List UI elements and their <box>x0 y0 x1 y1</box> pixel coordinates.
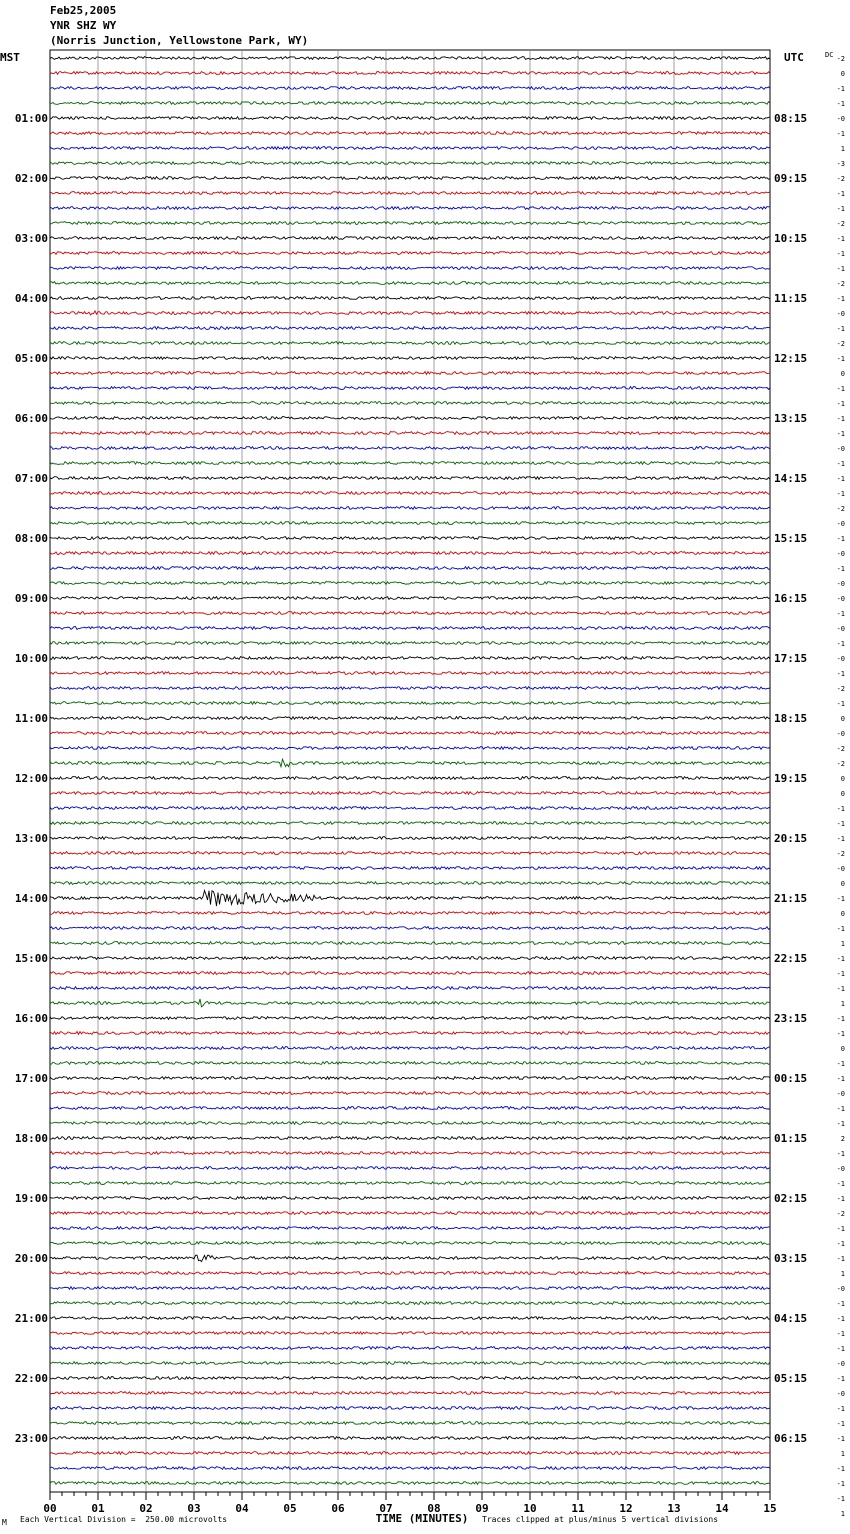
station-label: YNR SHZ WY <box>50 19 117 32</box>
dc-offset-label: 0 <box>840 790 845 798</box>
right-hour-label: 23:15 <box>774 1012 808 1025</box>
trace-18 <box>50 327 770 330</box>
left-hour-label: 16:00 <box>14 1012 48 1025</box>
trace-25 <box>50 432 770 435</box>
trace-57 <box>50 912 770 915</box>
trace-51 <box>50 822 770 825</box>
dc-offset-label: -0 <box>836 310 845 318</box>
trace-81 <box>50 1272 770 1275</box>
dc-offset-label: -2 <box>836 340 845 348</box>
trace-91 <box>50 1422 770 1425</box>
dc-label: DC <box>825 51 834 59</box>
left-hour-label: 12:00 <box>14 772 48 785</box>
trace-54 <box>50 867 770 870</box>
trace-42 <box>50 687 770 690</box>
dc-offset-label: -2 <box>836 745 845 753</box>
x-tick-label: 03 <box>187 1502 201 1515</box>
dc-offset-label: -1 <box>836 640 845 648</box>
trace-76 <box>50 1197 770 1200</box>
dc-offset-label: 0 <box>840 910 845 918</box>
trace-9 <box>50 192 770 195</box>
trace-3 <box>50 102 770 105</box>
trace-8 <box>50 177 770 180</box>
dc-offset-label: 2 <box>840 1135 845 1143</box>
trace-19 <box>50 342 770 345</box>
trace-32 <box>50 537 770 540</box>
trace-28 <box>50 477 770 480</box>
trace-1 <box>50 72 770 75</box>
trace-75 <box>50 1182 770 1185</box>
left-hour-label: 14:00 <box>14 892 48 905</box>
trace-41 <box>50 672 770 675</box>
trace-12 <box>50 237 770 240</box>
trace-85 <box>50 1332 770 1335</box>
trace-48 <box>50 777 770 780</box>
trace-69 <box>50 1092 770 1095</box>
trace-79 <box>50 1242 770 1245</box>
dc-offset-label: -1 <box>836 325 845 333</box>
right-hour-label: 02:15 <box>774 1192 808 1205</box>
dc-offset-label: -1 <box>836 1255 845 1263</box>
right-hour-label: 00:15 <box>774 1072 808 1085</box>
trace-5 <box>50 132 770 135</box>
trace-38 <box>50 627 770 630</box>
dc-offset-label: -1 <box>836 1240 845 1248</box>
trace-2 <box>50 87 770 90</box>
dc-offset-label: -1 <box>836 475 845 483</box>
right-hour-label: 17:15 <box>774 652 808 665</box>
dc-offset-label: 0 <box>840 715 845 723</box>
trace-23 <box>50 402 770 405</box>
x-tick-label: 08 <box>427 1502 441 1515</box>
trace-40 <box>50 657 770 660</box>
dc-offset-label: -0 <box>836 1090 845 1098</box>
dc-offset-label: -1 <box>836 250 845 258</box>
dc-offset-label: -1 <box>836 535 845 543</box>
left-hour-label: 17:00 <box>14 1072 48 1085</box>
dc-offset-label: 0 <box>840 880 845 888</box>
dc-offset-label: -2 <box>836 1210 845 1218</box>
dc-offset-label: -1 <box>836 1315 845 1323</box>
right-hour-label: 14:15 <box>774 472 808 485</box>
dc-offset-label: -1 <box>836 1120 845 1128</box>
trace-92 <box>50 1437 770 1440</box>
dc-offset-label: -0 <box>836 625 845 633</box>
dc-offset-label: 1 <box>840 1270 845 1278</box>
dc-offset-label: -1 <box>836 295 845 303</box>
dc-offset-label: 1 <box>840 145 845 153</box>
trace-21 <box>50 372 770 375</box>
dc-offset-label: -1 <box>836 1300 845 1308</box>
left-hour-label: 07:00 <box>14 472 48 485</box>
dc-offset-label: 0 <box>840 370 845 378</box>
dc-offset-label: -1 <box>836 1330 845 1338</box>
trace-71 <box>50 1122 770 1125</box>
dc-offset-label: 1 <box>840 940 845 948</box>
trace-59 <box>50 942 770 945</box>
trace-14 <box>50 267 770 270</box>
dc-offset-label: -1 <box>836 190 845 198</box>
trace-61 <box>50 972 770 975</box>
dc-offset-label: -1 <box>836 460 845 468</box>
left-hour-label: 21:00 <box>14 1312 48 1325</box>
dc-offset-label: -1 <box>836 265 845 273</box>
trace-80 <box>50 1255 770 1261</box>
trace-77 <box>50 1212 770 1215</box>
right-hour-label: 16:15 <box>774 592 808 605</box>
trace-13 <box>50 252 770 255</box>
left-hour-label: 06:00 <box>14 412 48 425</box>
dc-offset-label: -1 <box>836 1465 845 1473</box>
x-tick-label: 13 <box>667 1502 681 1515</box>
dc-offset-label: -2 <box>836 505 845 513</box>
scale-note: Each Vertical Division = 250.00 microvolts <box>20 1515 228 1524</box>
dc-offset-label: -1 <box>836 1480 845 1488</box>
x-tick-label: 14 <box>715 1502 729 1515</box>
trace-33 <box>50 552 770 555</box>
dc-offset-label: -1 <box>836 1405 845 1413</box>
location-label: (Norris Junction, Yellowstone Park, WY) <box>50 34 309 47</box>
x-axis-label: TIME (MINUTES) <box>375 1512 469 1525</box>
left-hour-label: 20:00 <box>14 1252 48 1265</box>
dc-offset-label: -0 <box>836 520 845 528</box>
trace-89 <box>50 1392 770 1395</box>
trace-37 <box>50 612 770 615</box>
left-hour-label: 03:00 <box>14 232 48 245</box>
dc-offset-label: -0 <box>836 115 845 123</box>
dc-offset-label: 1 <box>840 1450 845 1458</box>
dc-offset-label: -0 <box>836 1285 845 1293</box>
x-tick-label: 10 <box>523 1502 537 1515</box>
dc-offset-label: -1 <box>836 700 845 708</box>
dc-offset-label: -1 <box>836 235 845 243</box>
trace-6 <box>50 147 770 150</box>
dc-offset-label: -1 <box>836 1420 845 1428</box>
dc-offset-label: -3 <box>836 160 845 168</box>
trace-36 <box>50 597 770 600</box>
trace-39 <box>50 642 770 645</box>
trace-50 <box>50 807 770 810</box>
trace-78 <box>50 1227 770 1230</box>
trace-16 <box>50 297 770 300</box>
trace-35 <box>50 582 770 585</box>
dc-offset-label: -1 <box>836 205 845 213</box>
left-hour-label: 01:00 <box>14 112 48 125</box>
dc-offset-label: -0 <box>836 730 845 738</box>
dc-offset-label: 1 <box>840 1000 845 1008</box>
trace-82 <box>50 1287 770 1290</box>
trace-55 <box>50 882 770 885</box>
left-hour-label: 22:00 <box>14 1372 48 1385</box>
right-hour-label: 12:15 <box>774 352 808 365</box>
dc-offset-label: -1 <box>836 565 845 573</box>
dc-offset-label: -1 <box>836 1150 845 1158</box>
corner-mark: M <box>2 1518 7 1527</box>
trace-52 <box>50 837 770 840</box>
dc-offset-label: -1 <box>836 85 845 93</box>
trace-88 <box>50 1377 770 1380</box>
right-timezone-label: UTC <box>784 51 804 64</box>
dc-offset-label: -1 <box>836 955 845 963</box>
trace-93 <box>50 1452 770 1455</box>
dc-offset-label: -0 <box>836 1360 845 1368</box>
x-tick-label: 01 <box>91 1502 105 1515</box>
trace-0 <box>50 57 770 60</box>
trace-90 <box>50 1407 770 1410</box>
left-timezone-label: MST <box>0 51 20 64</box>
dc-offset-label: 1 <box>840 1510 845 1518</box>
dc-offset-label: -1 <box>836 1375 845 1383</box>
dc-offset-label: -1 <box>836 835 845 843</box>
right-hour-label: 11:15 <box>774 292 808 305</box>
dc-offset-label: -1 <box>836 1195 845 1203</box>
trace-10 <box>50 207 770 210</box>
x-tick-label: 09 <box>475 1502 489 1515</box>
x-tick-label: 11 <box>571 1502 585 1515</box>
trace-4 <box>50 117 770 120</box>
trace-65 <box>50 1032 770 1035</box>
dc-offset-label: -0 <box>836 445 845 453</box>
right-hour-label: 10:15 <box>774 232 808 245</box>
right-hour-label: 09:15 <box>774 172 808 185</box>
trace-72 <box>50 1137 770 1140</box>
right-hour-label: 19:15 <box>774 772 808 785</box>
dc-offset-label: 0 <box>840 70 845 78</box>
dc-offset-label: -0 <box>836 550 845 558</box>
trace-17 <box>50 311 770 315</box>
right-hour-label: 01:15 <box>774 1132 808 1145</box>
dc-offset-label: -2 <box>836 850 845 858</box>
dc-offset-label: -1 <box>836 400 845 408</box>
trace-20 <box>50 357 770 360</box>
right-hour-label: 13:15 <box>774 412 808 425</box>
dc-offset-label: -1 <box>836 1180 845 1188</box>
trace-70 <box>50 1107 770 1110</box>
dc-offset-label: -1 <box>836 1495 845 1503</box>
trace-63 <box>50 999 770 1007</box>
dc-offset-label: -0 <box>836 655 845 663</box>
trace-31 <box>50 522 770 525</box>
dc-offset-label: -2 <box>836 220 845 228</box>
dc-offset-label: -1 <box>836 1030 845 1038</box>
trace-30 <box>50 507 770 510</box>
dc-offset-label: -2 <box>836 280 845 288</box>
right-hour-label: 18:15 <box>774 712 808 725</box>
trace-86 <box>50 1347 770 1350</box>
trace-60 <box>50 957 770 960</box>
trace-74 <box>50 1167 770 1170</box>
dc-offset-label: -1 <box>836 415 845 423</box>
trace-64 <box>50 1017 770 1020</box>
right-hour-label: 06:15 <box>774 1432 808 1445</box>
trace-22 <box>50 387 770 390</box>
x-tick-label: 05 <box>283 1502 297 1515</box>
right-hour-label: 21:15 <box>774 892 808 905</box>
trace-29 <box>50 492 770 495</box>
trace-62 <box>50 987 770 990</box>
dc-offset-label: -1 <box>836 670 845 678</box>
dc-offset-label: 0 <box>840 775 845 783</box>
left-hour-label: 04:00 <box>14 292 48 305</box>
trace-11 <box>50 222 770 225</box>
dc-offset-label: -0 <box>836 1390 845 1398</box>
trace-58 <box>50 927 770 930</box>
left-hour-label: 19:00 <box>14 1192 48 1205</box>
dc-offset-label: -0 <box>836 580 845 588</box>
dc-offset-label: -1 <box>836 430 845 438</box>
dc-offset-label: -1 <box>836 1075 845 1083</box>
dc-offset-label: -2 <box>836 760 845 768</box>
x-tick-label: 02 <box>139 1502 153 1515</box>
dc-offset-label: -0 <box>836 595 845 603</box>
dc-offset-label: -1 <box>836 1015 845 1023</box>
left-hour-label: 18:00 <box>14 1132 48 1145</box>
trace-84 <box>50 1317 770 1320</box>
dc-offset-label: -1 <box>836 1105 845 1113</box>
trace-24 <box>50 417 770 420</box>
trace-15 <box>50 282 770 285</box>
dc-offset-label: 0 <box>840 1045 845 1053</box>
right-hour-label: 22:15 <box>774 952 808 965</box>
trace-67 <box>50 1062 770 1065</box>
dc-offset-label: -1 <box>836 490 845 498</box>
right-hour-label: 15:15 <box>774 532 808 545</box>
x-tick-label: 12 <box>619 1502 633 1515</box>
right-hour-label: 08:15 <box>774 112 808 125</box>
left-hour-label: 23:00 <box>14 1432 48 1445</box>
right-hour-label: 20:15 <box>774 832 808 845</box>
left-hour-label: 10:00 <box>14 652 48 665</box>
trace-43 <box>50 702 770 705</box>
dc-offset-label: -0 <box>836 865 845 873</box>
trace-95 <box>50 1482 770 1485</box>
left-hour-label: 08:00 <box>14 532 48 545</box>
trace-94 <box>50 1467 770 1470</box>
trace-7 <box>50 162 770 165</box>
date-label: Feb25,2005 <box>50 4 117 17</box>
trace-46 <box>50 747 770 750</box>
x-tick-label: 15 <box>763 1502 777 1515</box>
trace-49 <box>50 792 770 795</box>
dc-offset-label: -2 <box>836 175 845 183</box>
trace-66 <box>50 1047 770 1050</box>
left-hour-label: 05:00 <box>14 352 48 365</box>
dc-offset-label: -1 <box>836 805 845 813</box>
trace-56 <box>50 890 770 906</box>
x-tick-label: 00 <box>43 1502 57 1515</box>
left-hour-label: 09:00 <box>14 592 48 605</box>
left-hour-label: 11:00 <box>14 712 48 725</box>
dc-offset-label: -1 <box>836 1060 845 1068</box>
trace-53 <box>50 852 770 855</box>
trace-87 <box>50 1362 770 1365</box>
dc-offset-label: -0 <box>836 1165 845 1173</box>
trace-45 <box>50 732 770 735</box>
trace-73 <box>50 1152 770 1155</box>
dc-offset-label: -1 <box>836 895 845 903</box>
dc-offset-label: -1 <box>836 820 845 828</box>
dc-offset-label: -2 <box>836 55 845 63</box>
clip-note: Traces clipped at plus/minus 5 vertical divisions <box>482 1515 719 1524</box>
trace-44 <box>50 717 770 720</box>
left-hour-label: 02:00 <box>14 172 48 185</box>
x-tick-label: 07 <box>379 1502 393 1515</box>
trace-68 <box>50 1077 770 1080</box>
x-tick-label: 04 <box>235 1502 249 1515</box>
trace-83 <box>50 1302 770 1305</box>
trace-26 <box>50 447 770 450</box>
dc-offset-label: -1 <box>836 985 845 993</box>
dc-offset-label: -1 <box>836 355 845 363</box>
trace-47 <box>50 759 770 767</box>
right-hour-label: 03:15 <box>774 1252 808 1265</box>
left-hour-label: 15:00 <box>14 952 48 965</box>
left-hour-label: 13:00 <box>14 832 48 845</box>
x-tick-label: 06 <box>331 1502 345 1515</box>
trace-27 <box>50 462 770 465</box>
trace-34 <box>50 567 770 570</box>
dc-offset-label: -1 <box>836 1435 845 1443</box>
dc-offset-label: -1 <box>836 130 845 138</box>
dc-offset-label: -1 <box>836 385 845 393</box>
right-hour-label: 04:15 <box>774 1312 808 1325</box>
dc-offset-label: -1 <box>836 1345 845 1353</box>
dc-offset-label: -1 <box>836 1225 845 1233</box>
dc-offset-label: -1 <box>836 925 845 933</box>
right-hour-label: 05:15 <box>774 1372 808 1385</box>
dc-offset-label: -1 <box>836 610 845 618</box>
dc-offset-label: -2 <box>836 685 845 693</box>
dc-offset-label: -1 <box>836 100 845 108</box>
dc-offset-label: -1 <box>836 970 845 978</box>
